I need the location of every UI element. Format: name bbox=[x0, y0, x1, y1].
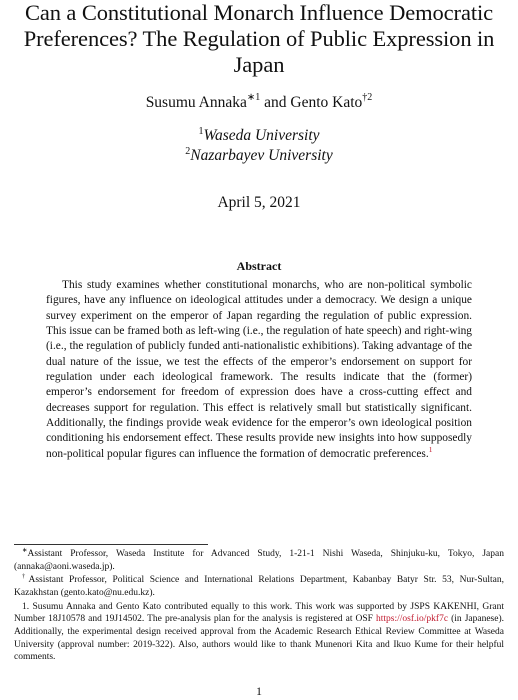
footnote-text: Assistant Professor, Waseda Institute for Advanced Study, 1-21-1 Nishi Waseda, Shinjuku-ku, Tokyo, Japan (annaka@aoni.waseda.jp). bbox=[14, 549, 504, 572]
paper-date: April 5, 2021 bbox=[217, 194, 301, 211]
affiliation-num: 2 bbox=[185, 145, 191, 157]
footnote-text: Assistant Professor, Political Science and International Relations Department, Kabanbay Batyr Str. 53, Nur-Sultan, Kazakhstan (gento.kato@nu.edu.kz). bbox=[14, 575, 505, 598]
author-mark: †2 bbox=[362, 91, 373, 103]
affiliation-num: 1 bbox=[198, 125, 204, 137]
affiliation-name: Waseda University bbox=[203, 127, 320, 144]
footnote bbox=[14, 601, 504, 664]
footnote bbox=[14, 548, 504, 573]
abstract-heading: Abstract bbox=[236, 259, 282, 273]
affiliations bbox=[0, 126, 518, 166]
footnotes bbox=[14, 548, 504, 665]
footnote-mark: 1. bbox=[22, 601, 30, 612]
paper-title: Can a Constitutional Monarch Influence Democratic Preferences? The Regulation of Public Expression in Japan bbox=[23, 0, 495, 77]
footnote-mark: † bbox=[22, 573, 29, 581]
footnote-divider bbox=[14, 544, 208, 545]
page-number: 1 bbox=[256, 684, 262, 698]
affiliation-name: Nazarbayev University bbox=[190, 147, 333, 164]
author-name: Susumu Annaka bbox=[145, 94, 247, 111]
author-joiner: and bbox=[260, 94, 291, 111]
affiliation bbox=[0, 146, 518, 166]
footnote-text: Susumu Annaka and Gento Kato contributed equally to this work. This work was supported by JSPS KAKENHI, Grant Number 18J10578 and 19J14502. The pre-analysis plan for the analysis is registered at OSF bbox=[14, 601, 505, 625]
footnote-ref-link[interactable]: 1 bbox=[428, 444, 433, 454]
abstract-body: This study examines whether constitutional monarchs, who are non-political symbolic figures, have any influence on ideological attitudes under a democracy. We design a unique survey experiment on the emperor of Japan regarding the regulation of public expression. This issue can be framed both as left-wing (i.e., the regulation of hate speech) and right-wing (i.e., the regulation of publicly funded anti-nationalistic exhibitions). Taking advantage of the dual nature of the issue, we test the effects of the emperor’s endorsement on support for regulation under each ideological framework. The results indicate that the (former) emperor’s endorsement for freedom of expression does have a cross-cutting effect and decreases support for regulation. This effect is relatively small but statistically significant. Additionally, the findings provide weak evidence for the emperor’s own ideological position conditioning his endorsement effect. These results provide new insights into how supposedly non-political popular figures can influence the formation of democratic preferences. bbox=[46, 279, 472, 460]
author-mark: ∗1 bbox=[246, 91, 261, 103]
author-name: Gento Kato bbox=[290, 94, 363, 111]
footnote-mark: ∗ bbox=[22, 546, 28, 554]
affiliation bbox=[0, 126, 518, 146]
abstract-text bbox=[46, 278, 472, 462]
author-line bbox=[0, 93, 518, 113]
osf-link[interactable]: https://osf.io/pkf7c bbox=[376, 614, 449, 625]
footnote-text: (in Japanese). Additionally, the experimental design received approval from the Academic Research Ethical Review Committee at Waseda University (approval number: 2019-322). Also, authors would like to thank Munenori Kita and Ikuo Kume for their helpful comments. bbox=[14, 614, 504, 663]
footnote bbox=[14, 574, 504, 599]
